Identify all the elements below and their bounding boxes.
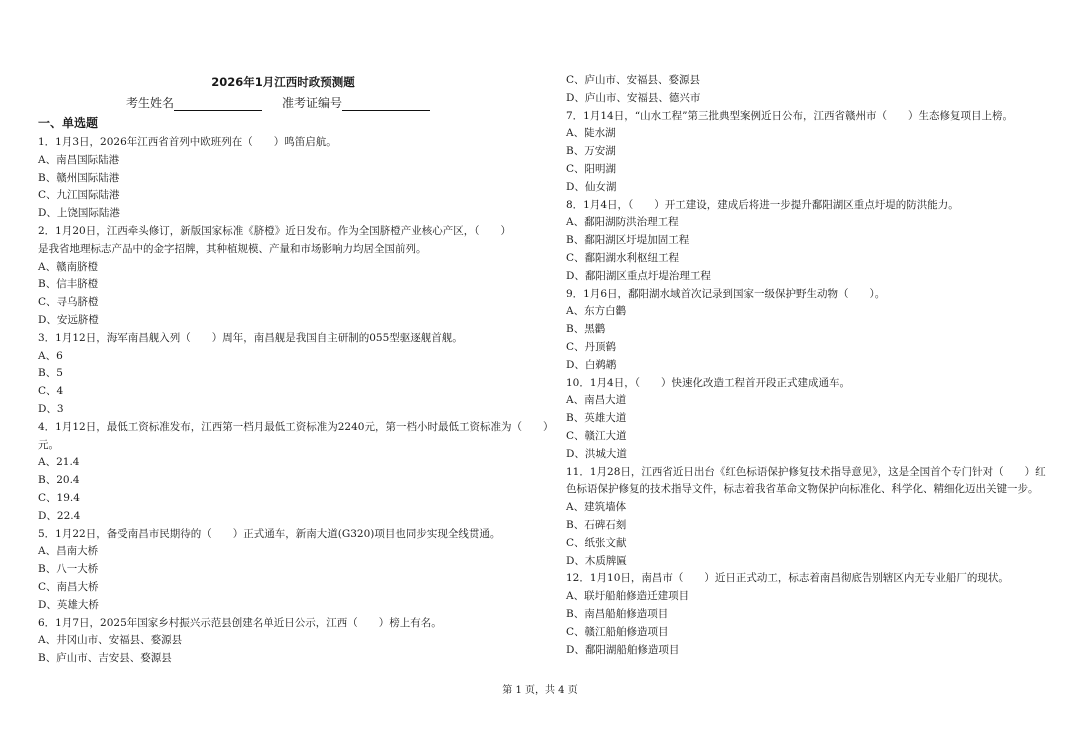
page-title: 2026年1月江西时政预测题 [211,75,355,89]
answer-option: A、南昌大道 [566,394,627,407]
answer-option: B、万安湖 [566,145,616,158]
answer-option: B、信丰脐橙 [38,278,99,291]
answer-option: D、鄱阳湖船舶修造项目 [566,643,680,656]
answer-option: C、南昌大桥 [38,581,99,593]
answer-option: C、九江国际陆港 [38,189,120,202]
answer-option: A、昌南大桥 [38,545,99,558]
answer-option: A、南昌国际陆港 [38,153,120,166]
answer-option: C、寻乌脐橙 [38,296,99,309]
candidate-id-blank [342,98,430,111]
question-text: 3．1月12日，海军南昌舰入列（ ）周年，南昌舰是我国自主研制的055型驱逐舰首舰。 [38,331,463,344]
answer-option: C、丹顶鹤 [566,341,617,353]
answer-option: D、英雄大桥 [38,598,99,611]
answer-option: B、20.4 [38,474,80,487]
answer-option: C、鄱阳湖水利枢纽工程 [566,252,680,264]
answer-option: A、东方白鹳 [566,305,627,318]
answer-option: B、英雄大道 [566,412,627,425]
answer-option: A、联圩船舶修造迁建项目 [566,590,690,603]
answer-option: C、纸张文献 [566,536,627,549]
question-text: 12．1月10日，南昌市（ ）近日正式动工，标志着南昌彻底告别辖区内无专业船厂的现状。 [566,572,1009,585]
question-text: 是我省地理标志产品中的金字招牌，其种植规模、产量和市场影响力均居全国前列。 [38,242,427,255]
answer-option: B、鄱阳湖区圩堤加固工程 [566,234,690,247]
answer-option: C、19.4 [38,492,80,504]
answer-option: A、陡水湖 [566,127,616,140]
answer-option: B、南昌船舶修造项目 [566,608,669,620]
answer-option: B、石碑石刻 [566,519,627,531]
answer-option: B、黑鹳 [566,323,606,336]
answer-option: D、22.4 [38,509,81,522]
question-text: 6．1月7日，2025年国家乡村振兴示范县创建名单近日公示，江西（ ）榜上有名。 [38,616,442,629]
answer-option: D、洪城大道 [566,447,627,460]
answer-option: C、赣江大道 [566,430,627,442]
candidate-name-blank [174,98,262,111]
answer-option: D、3 [38,403,64,415]
question-text: 4．1月12日，最低工资标准发布，江西第一档月最低工资标准为2240元，第一档小时最低工资标准为（ ） [38,420,554,433]
question-text: 5．1月22日，备受南昌市民期待的（ ）正式通车，新南大道(G320)项目也同步实现全线贯通。 [38,527,501,540]
page-footer: 第 1 页，共 4 页 [502,685,578,696]
answer-option: C、赣江船舶修造项目 [566,625,669,638]
answer-option: A、井冈山市、安福县、婺源县 [38,634,183,647]
answer-option: B、赣州国际陆港 [38,171,120,184]
answer-option: B、八一大桥 [38,563,99,576]
candidate-name-label: 考生姓名 [126,96,175,110]
answer-option: D、上饶国际陆港 [38,207,120,220]
answer-option: C、阳明湖 [566,163,617,175]
candidate-id-field [282,94,430,111]
question-text: 8．1月4日，（ ）开工建设，建成后将进一步提升鄱阳湖区重点圩堤的防洪能力。 [566,198,959,211]
question-text: 7．1月14日，“山水工程”第三批典型案例近日公布，江西省赣州市（ ）生态修复项目上榜。 [566,109,1013,122]
answer-option: D、木质牌匾 [566,554,627,567]
answer-option: D、鄱阳湖区重点圩堤治理工程 [566,269,711,282]
question-text: 1．1月3日，2026年江西省首列中欧班列在（ ）鸣笛启航。 [38,136,337,148]
section-heading: 一、单选题 [38,116,99,130]
candidate-name-field [126,94,262,111]
answer-option: C、4 [38,385,64,398]
answer-option: A、鄱阳湖防洪治理工程 [566,216,679,229]
question-text: 9．1月6日，鄱阳湖水域首次记录到国家一级保护野生动物（ ）。 [566,287,886,300]
answer-option: B、庐山市、吉安县、婺源县 [38,652,172,665]
question-text: 2．1月20日，江西牵头修订，新版国家标准《脐橙》近日发布。作为全国脐橙产业核心产区，（ ） [38,225,511,237]
answer-option: C、庐山市、安福县、婺源县 [566,74,701,86]
answer-option: A、21.4 [38,456,80,469]
answer-option: D、白鹈鹕 [566,358,617,371]
question-text: 10．1月4日，（ ）快速化改造工程首开段正式建成通车。 [566,376,850,389]
answer-option: A、赣南脐橙 [38,260,99,273]
question-text: 元。 [38,438,59,451]
answer-option: D、庐山市、安福县、德兴市 [566,91,701,104]
answer-option: D、安远脐橙 [38,314,99,326]
answer-option: D、仙女湖 [566,180,617,193]
answer-option: B、5 [38,367,63,380]
question-text: 11．1月28日，江西省近日出台《红色标语保护修复技术指导意见》，这是全国首个专门针对（ ）红 [566,465,1046,478]
question-text: 色标语保护修复的技术指导文件，标志着我省革命文物保护向标准化、科学化、精细化迈出关键一步。 [566,483,1039,496]
answer-option: A、建筑墙体 [566,501,627,514]
answer-option: A、6 [38,349,63,362]
candidate-id-label: 准考证编号 [282,96,343,110]
